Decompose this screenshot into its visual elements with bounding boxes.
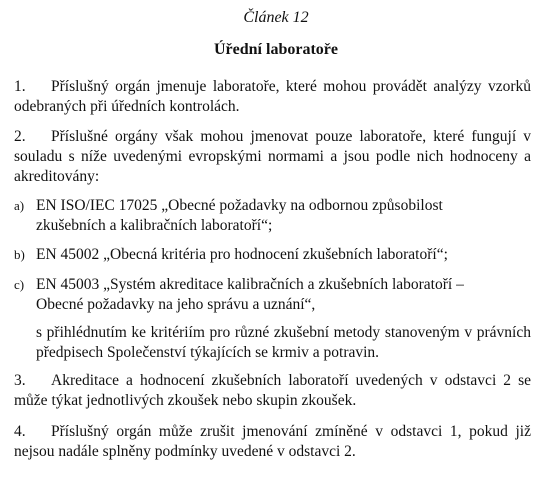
point-text-line1: EN ISO/IEC 17025 „Obecné požadavky na odbornou způsobilost bbox=[36, 197, 443, 214]
paragraph-3 bbox=[14, 371, 531, 411]
point-text-line2: zkušebních a kalibračních laboratoří“; bbox=[36, 217, 273, 234]
paragraph-2-conclusion: s přihlédnutím ke kritériím pro různé zkušební metody stanoveným v právních předpisech Společenství týkajících se krmiv a potravin. bbox=[36, 324, 531, 361]
point-letter: b) bbox=[14, 247, 25, 262]
point-letter: c) bbox=[14, 277, 25, 292]
paragraph-number: 3. bbox=[14, 372, 26, 389]
point-text-line1: EN 45002 „Obecná kritéria pro hodnocení zkušebních laboratoří“; bbox=[36, 246, 448, 263]
paragraph-4 bbox=[14, 422, 531, 462]
paragraph-number: 2. bbox=[14, 128, 26, 145]
point-text-line2: Obecné požadavky na jeho správu a uznání“, bbox=[36, 296, 316, 313]
paragraph-text: Příslušné orgány však mohou jmenovat pouze laboratoře, které fungují v souladu s níže uvedenými evropskými normami a jsou podle nich hodnoceny a akreditovány: bbox=[14, 128, 531, 185]
paragraph-number: 4. bbox=[14, 423, 26, 440]
paragraph-text: Příslušný orgán jmenuje laboratoře, které mohou provádět analýzy vzorků odebraných při úředních kontrolách. bbox=[14, 78, 531, 115]
paragraph-text: Akreditace a hodnocení zkušebních laboratoří uvedených v odstavci 2 se může týkat jednotlivých zkoušek nebo skupin zkoušek. bbox=[14, 372, 531, 409]
point-a bbox=[14, 196, 531, 236]
point-c bbox=[14, 275, 531, 315]
paragraph-number: 1. bbox=[14, 78, 26, 95]
article-number: Článek 12 bbox=[243, 9, 309, 26]
point-letter: a) bbox=[14, 198, 25, 213]
point-text-line1: EN 45003 „Systém akreditace kalibračních a zkušebních laboratoří – bbox=[36, 276, 464, 293]
paragraph-2 bbox=[14, 127, 531, 187]
point-b bbox=[14, 245, 531, 265]
article-title: Úřední laboratoře bbox=[214, 41, 338, 58]
paragraph-1 bbox=[14, 77, 531, 117]
paragraph-text: Příslušný orgán může zrušit jmenování zmíněné v odstavci 1, pokud již nejsou nadále splněny podmínky uvedené v odstavci 2. bbox=[14, 423, 531, 460]
